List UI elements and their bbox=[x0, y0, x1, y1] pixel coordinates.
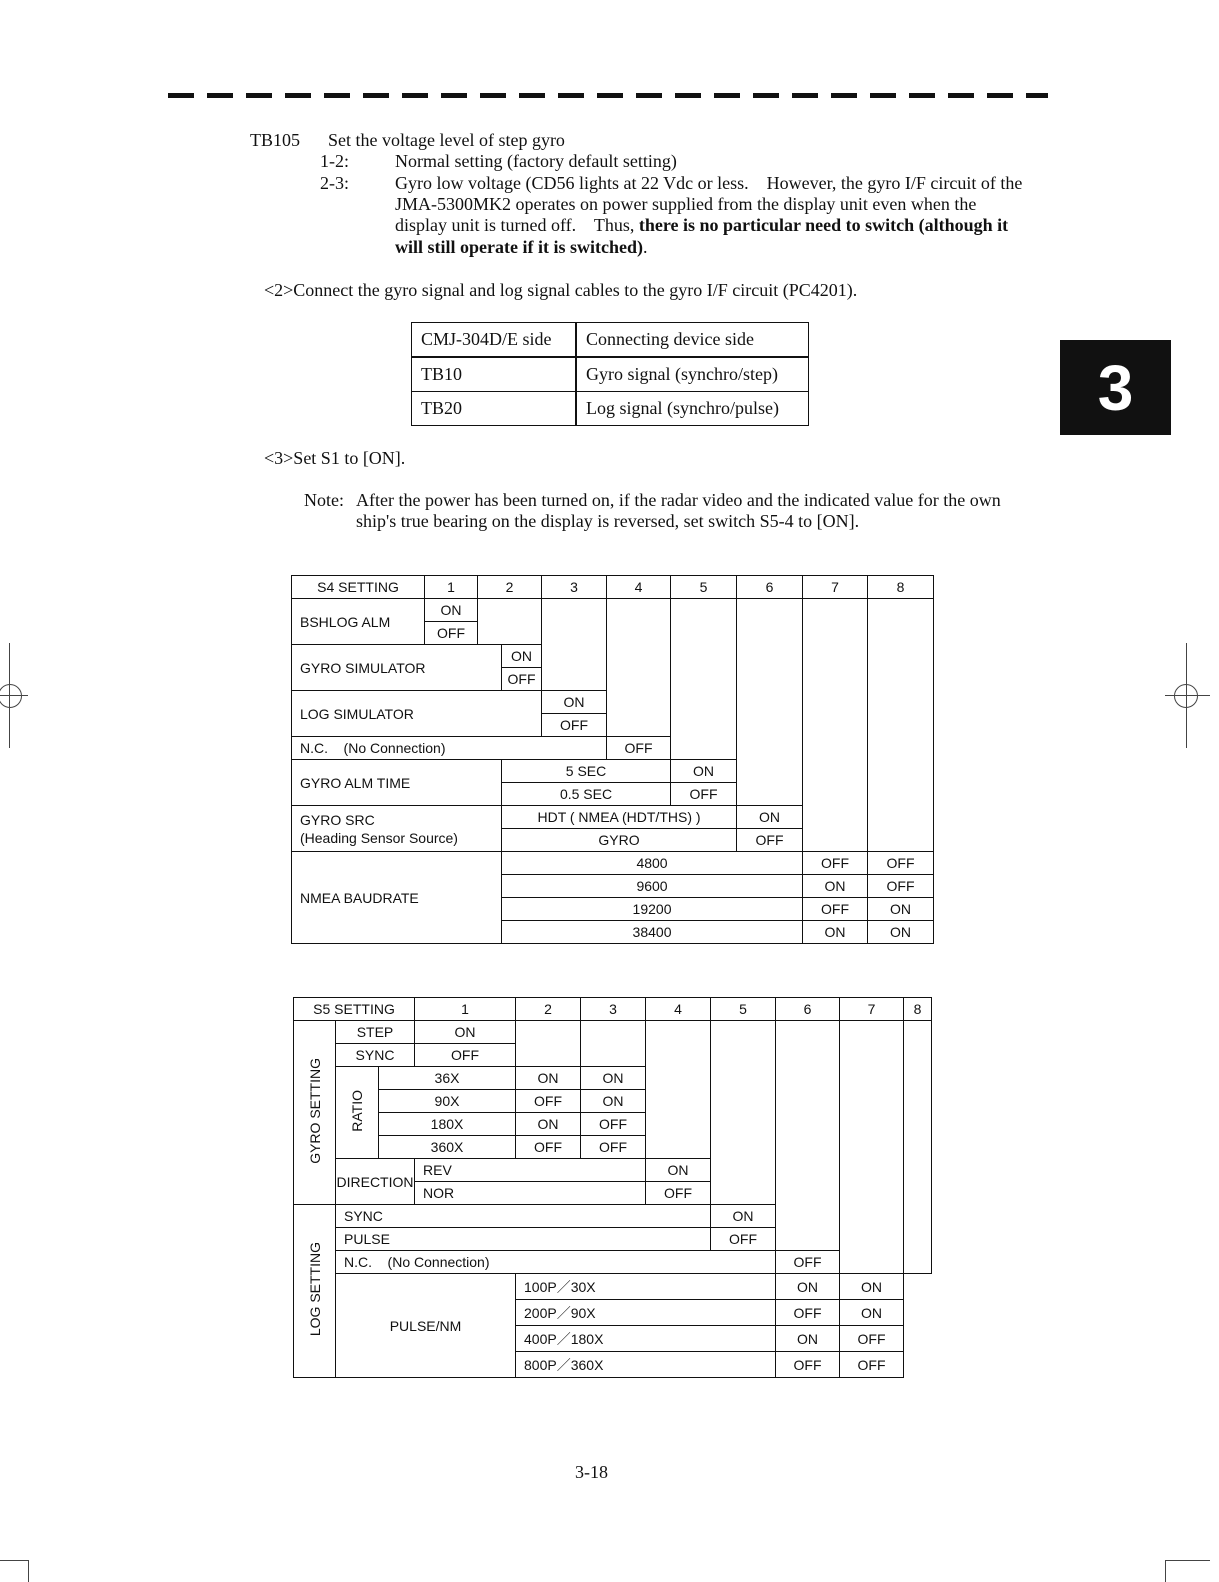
tb105-item2-key: 2-3: bbox=[320, 173, 349, 193]
table-cell bbox=[904, 1021, 932, 1274]
table-cell: ON bbox=[542, 691, 607, 714]
table-cell: 3 bbox=[581, 998, 646, 1021]
table-cell: OFF bbox=[542, 714, 607, 737]
tb105-item1-text: Normal setting (factory default setting) bbox=[395, 151, 677, 171]
table-cell: OFF bbox=[776, 1352, 840, 1378]
table-cell: ON bbox=[646, 1159, 711, 1182]
connection-table bbox=[411, 322, 809, 426]
table-cell: 100P／30X bbox=[516, 1274, 776, 1300]
table-cell: 2 bbox=[478, 576, 542, 599]
table-row bbox=[412, 357, 809, 392]
table-cell: GYRO bbox=[502, 829, 737, 852]
table-cell: ON bbox=[776, 1326, 840, 1352]
table-cell: Connecting device side bbox=[576, 323, 809, 358]
table-cell: 8 bbox=[904, 998, 932, 1021]
table-cell: Log signal (synchro/pulse) bbox=[576, 392, 809, 426]
table-cell: 36X bbox=[379, 1067, 516, 1090]
table-row bbox=[294, 998, 932, 1021]
table-cell: PULSE/NM bbox=[336, 1274, 516, 1378]
table-cell bbox=[646, 1021, 711, 1159]
table-cell: NMEA BAUDRATE bbox=[292, 852, 502, 944]
table-cell: OFF bbox=[415, 1044, 516, 1067]
table-cell bbox=[840, 1021, 904, 1274]
table-cell: ON bbox=[415, 1021, 516, 1044]
table-cell: S5 SETTING bbox=[294, 998, 415, 1021]
table-cell bbox=[776, 1021, 840, 1251]
table-row bbox=[294, 1274, 932, 1300]
table-cell: 1 bbox=[415, 998, 516, 1021]
log-setting-label: LOG SETTING bbox=[294, 1205, 336, 1378]
table-cell: 6 bbox=[776, 998, 840, 1021]
table-cell: GYRO SIMULATOR bbox=[292, 645, 502, 691]
table-cell: 2 bbox=[516, 998, 581, 1021]
table-cell: ON bbox=[868, 898, 934, 921]
table-cell: OFF bbox=[646, 1182, 711, 1205]
table-cell: 4 bbox=[607, 576, 671, 599]
table-cell: OFF bbox=[776, 1251, 840, 1274]
table-cell: ON bbox=[803, 921, 868, 944]
table-cell: 19200 bbox=[502, 898, 803, 921]
table-cell bbox=[803, 599, 868, 852]
note-line1: After the power has been turned on, if the radar video and the indicated value for the own bbox=[356, 490, 1001, 510]
table-row bbox=[292, 852, 934, 875]
step-3-text: <3>Set S1 to [ON]. bbox=[264, 448, 406, 468]
table-cell: TB10 bbox=[412, 357, 577, 392]
table-cell: OFF bbox=[868, 875, 934, 898]
note-label: Note: bbox=[304, 490, 344, 510]
table-cell: ON bbox=[671, 760, 737, 783]
table-cell: 180X bbox=[379, 1113, 516, 1136]
table-cell: CMJ-304D/E side bbox=[412, 323, 577, 358]
table-cell: ON bbox=[840, 1300, 904, 1326]
gyro-setting-label: GYRO SETTING bbox=[294, 1021, 336, 1205]
table-cell: TB20 bbox=[412, 392, 577, 426]
table-cell: ON bbox=[581, 1090, 646, 1113]
table-cell: OFF bbox=[840, 1326, 904, 1352]
table-cell: 90X bbox=[379, 1090, 516, 1113]
table-cell: OFF bbox=[711, 1228, 776, 1251]
table-cell: 38400 bbox=[502, 921, 803, 944]
table-cell: ON bbox=[868, 921, 934, 944]
table-cell: 5 bbox=[711, 998, 776, 1021]
tb105-title: Set the voltage level of step gyro bbox=[328, 130, 565, 150]
table-row bbox=[292, 599, 934, 622]
table-cell: GYRO ALM TIME bbox=[292, 760, 502, 806]
table-cell: 800P／360X bbox=[516, 1352, 776, 1378]
table-cell: ON bbox=[776, 1274, 840, 1300]
table-cell: 4 bbox=[646, 998, 711, 1021]
table-cell: 5 SEC bbox=[502, 760, 671, 783]
tb105-item2-line4: will still operate if it is switched). bbox=[395, 237, 648, 257]
table-cell bbox=[478, 599, 542, 645]
tb105-item2-line3: display unit is turned off. Thus, there is no particular need to switch (although it bbox=[395, 215, 1009, 235]
table-cell: BSHLOG ALM bbox=[292, 599, 425, 645]
table-cell: LOG SIMULATOR bbox=[292, 691, 542, 737]
table-cell: 3 bbox=[542, 576, 607, 599]
table-cell: GYRO SRC (Heading Sensor Source) bbox=[292, 806, 502, 852]
tb105-label: TB105 bbox=[250, 130, 301, 150]
table-cell: 200P／90X bbox=[516, 1300, 776, 1326]
table-row bbox=[412, 392, 809, 426]
table-cell: ON bbox=[581, 1067, 646, 1090]
table-cell bbox=[737, 599, 803, 806]
table-cell: 9600 bbox=[502, 875, 803, 898]
table-cell: 360X bbox=[379, 1136, 516, 1159]
table-cell: HDT ( NMEA (HDT/THS) ) bbox=[502, 806, 737, 829]
table-cell bbox=[542, 599, 607, 691]
tb105-item1-key: 1-2: bbox=[320, 151, 349, 171]
table-cell bbox=[711, 1021, 776, 1205]
table-cell: ON bbox=[502, 645, 542, 668]
table-cell: OFF bbox=[671, 783, 737, 806]
table-cell bbox=[516, 1021, 581, 1067]
table-row bbox=[412, 323, 809, 358]
table-row bbox=[294, 1021, 932, 1044]
page-number: 3-18 bbox=[575, 1462, 608, 1482]
table-cell: N.C. (No Connection) bbox=[292, 737, 607, 760]
table-cell: 7 bbox=[803, 576, 868, 599]
s5-setting-table bbox=[293, 997, 932, 1378]
table-cell: 8 bbox=[868, 576, 934, 599]
table-cell: DIRECTION bbox=[336, 1159, 415, 1205]
table-cell: OFF bbox=[737, 829, 803, 852]
table-cell: ON bbox=[516, 1067, 581, 1090]
table-cell: N.C. (No Connection) bbox=[336, 1251, 776, 1274]
table-cell: 0.5 SEC bbox=[502, 783, 671, 806]
table-row bbox=[292, 576, 934, 599]
table-cell: NOR bbox=[415, 1182, 646, 1205]
table-cell: OFF bbox=[502, 668, 542, 691]
table-cell: SYNC bbox=[336, 1205, 711, 1228]
table-cell bbox=[607, 599, 671, 737]
table-cell: ON bbox=[516, 1113, 581, 1136]
table-cell: OFF bbox=[803, 898, 868, 921]
table-cell bbox=[581, 1021, 646, 1067]
table-cell: OFF bbox=[776, 1300, 840, 1326]
table-cell: PULSE bbox=[336, 1228, 711, 1251]
table-cell: STEP bbox=[336, 1021, 415, 1044]
table-cell: REV bbox=[415, 1159, 646, 1182]
step-2-text: <2>Connect the gyro signal and log signal cables to the gyro I/F circuit (PC4201). bbox=[264, 280, 858, 300]
table-cell bbox=[868, 599, 934, 852]
table-cell: OFF bbox=[516, 1136, 581, 1159]
table-cell: ON bbox=[425, 599, 478, 622]
table-cell: 6 bbox=[737, 576, 803, 599]
table-cell: 5 bbox=[671, 576, 737, 599]
table-cell: OFF bbox=[607, 737, 671, 760]
table-cell: OFF bbox=[840, 1352, 904, 1378]
table-cell: S4 SETTING bbox=[292, 576, 425, 599]
table-cell: OFF bbox=[868, 852, 934, 875]
table-cell: ON bbox=[711, 1205, 776, 1228]
table-cell: ON bbox=[803, 875, 868, 898]
table-cell: ON bbox=[737, 806, 803, 829]
tb105-item2-line2: JMA-5300MK2 operates on power supplied from the display unit even when the bbox=[395, 194, 977, 214]
s4-setting-table bbox=[291, 575, 934, 944]
table-cell: 7 bbox=[840, 998, 904, 1021]
table-cell: ON bbox=[840, 1274, 904, 1300]
note-line2: ship's true bearing on the display is reversed, set switch S5-4 to [ON]. bbox=[356, 511, 860, 531]
table-cell bbox=[671, 599, 737, 760]
tb105-item2-line1: Gyro low voltage (CD56 lights at 22 Vdc or less. However, the gyro I/F circuit of the bbox=[395, 173, 1023, 193]
table-cell: Gyro signal (synchro/step) bbox=[576, 357, 809, 392]
table-cell: 1 bbox=[425, 576, 478, 599]
table-cell: SYNC bbox=[336, 1044, 415, 1067]
table-cell: 400P／180X bbox=[516, 1326, 776, 1352]
table-cell: OFF bbox=[803, 852, 868, 875]
chapter-tab: 3 bbox=[1060, 340, 1171, 435]
table-row bbox=[294, 1251, 932, 1274]
table-cell: OFF bbox=[516, 1090, 581, 1113]
table-cell: OFF bbox=[581, 1136, 646, 1159]
table-cell: 4800 bbox=[502, 852, 803, 875]
table-cell: OFF bbox=[581, 1113, 646, 1136]
ratio-label: RATIO bbox=[336, 1067, 379, 1159]
table-cell: OFF bbox=[425, 622, 478, 645]
